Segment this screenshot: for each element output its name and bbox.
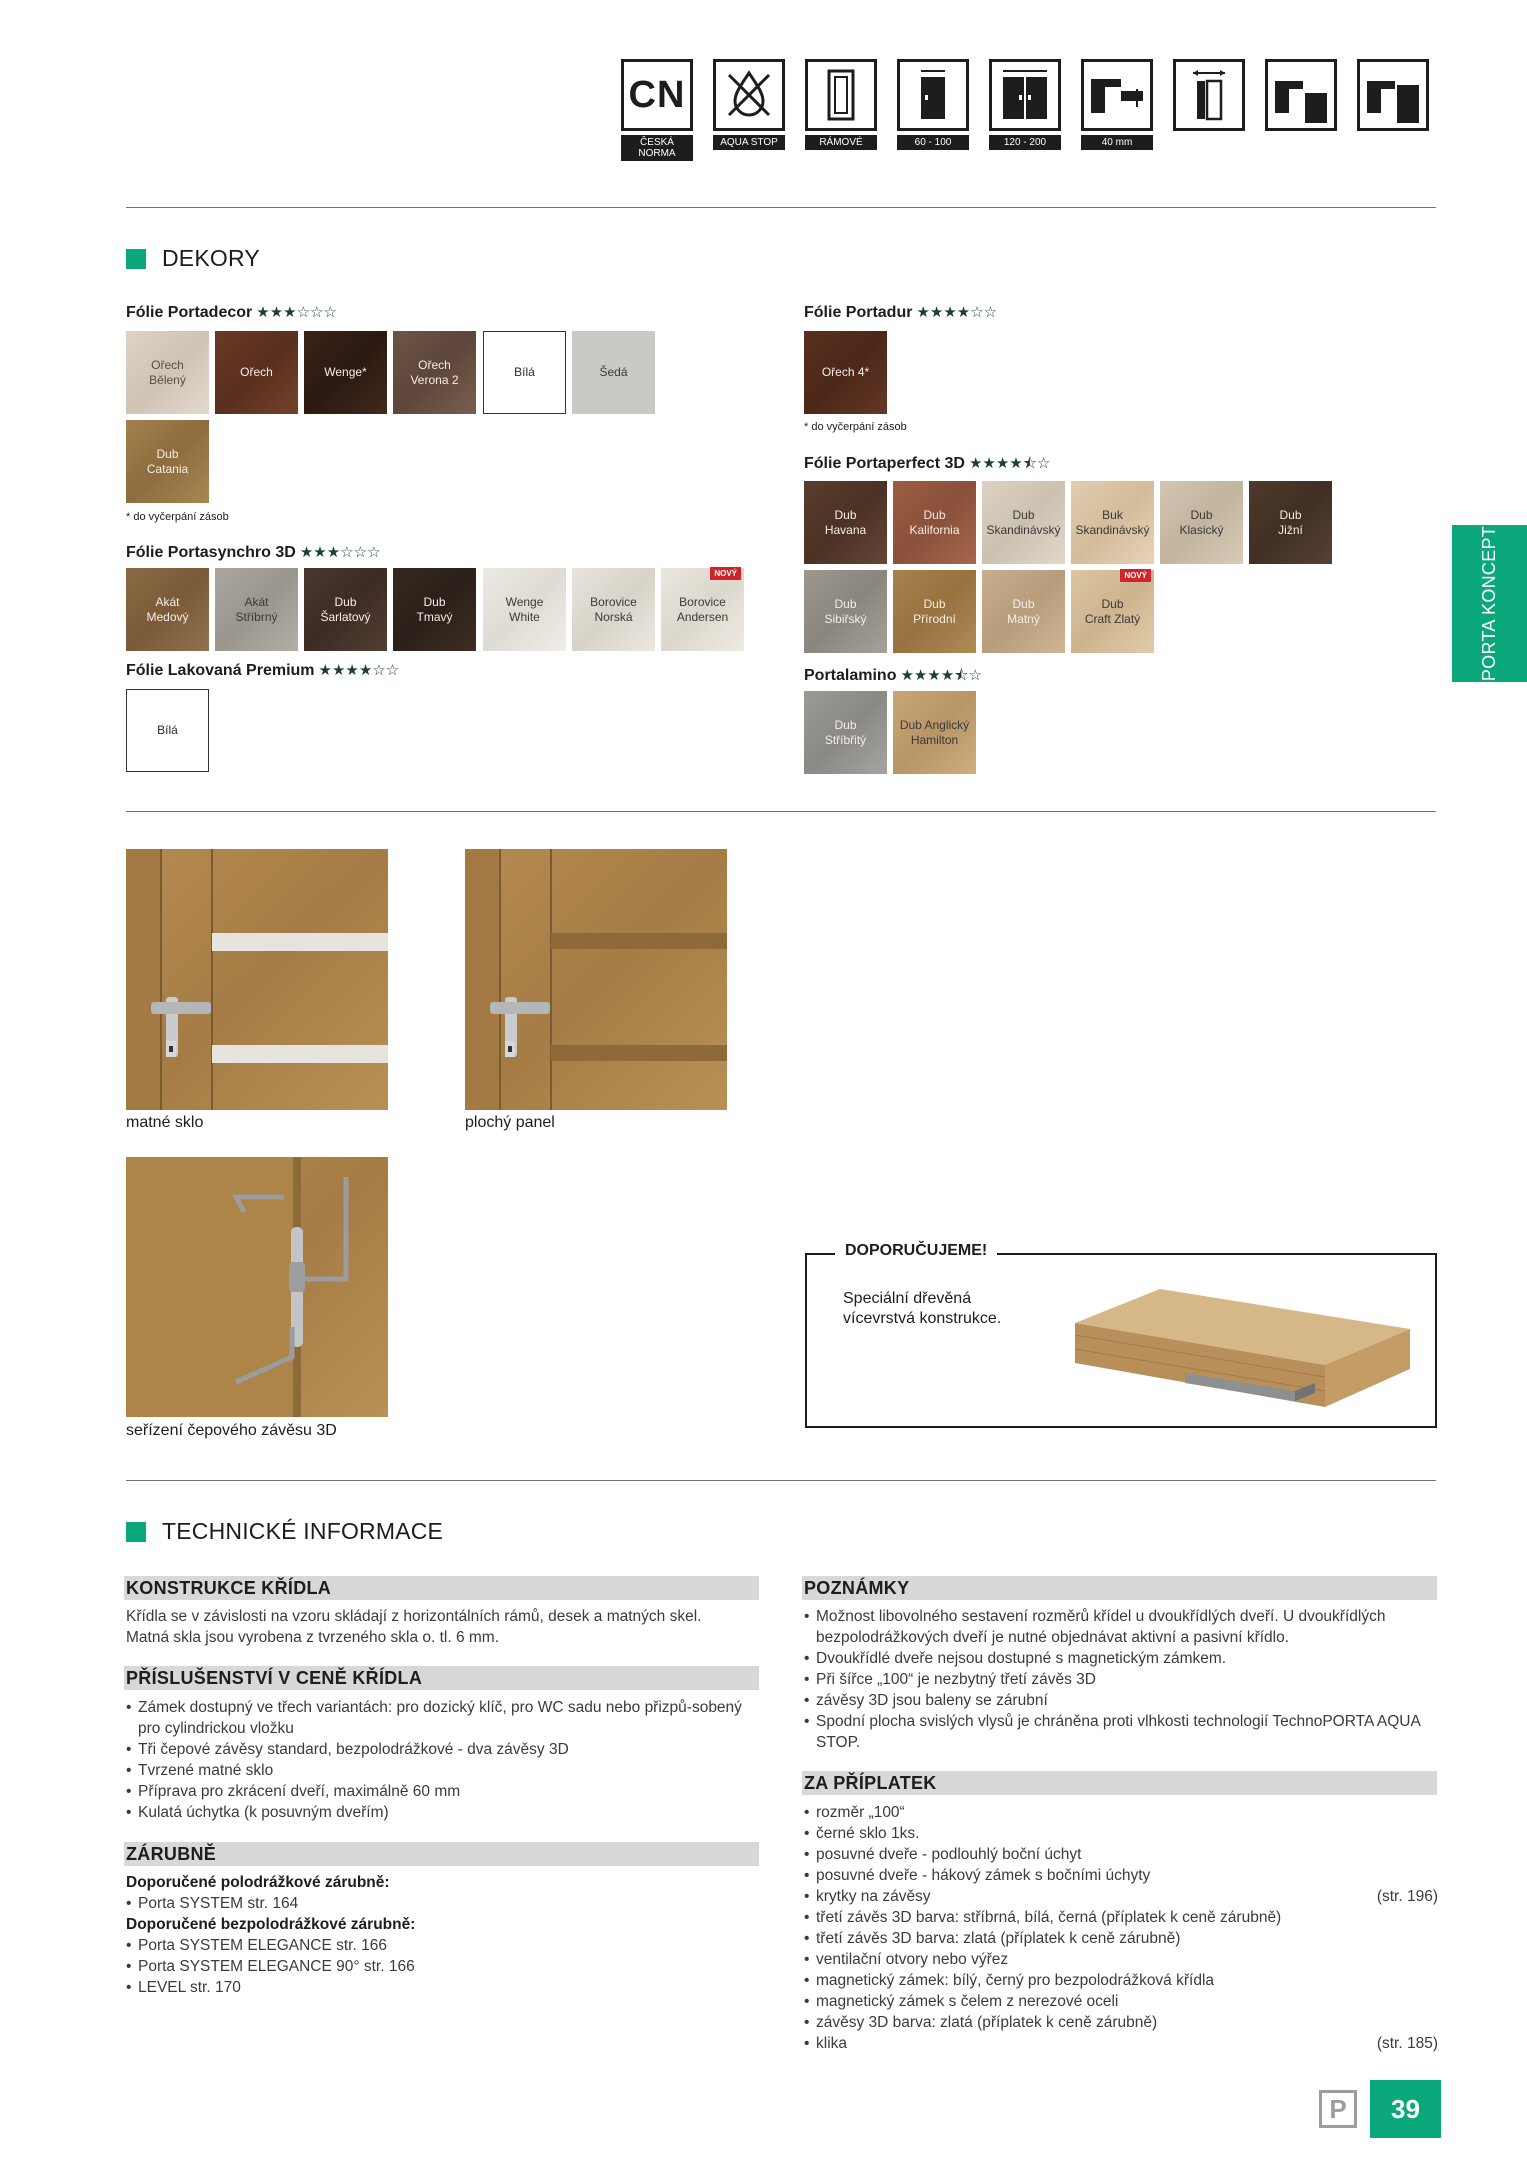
- swatch-buk-skandinavsky[interactable]: Buk Skandinávský: [1071, 481, 1154, 564]
- feature-label: 120 - 200: [989, 135, 1061, 150]
- zarubne-bezpolodrazkove-list: [126, 1935, 746, 1998]
- list-item: • magnetický zámek: bílý, černý pro bezpolodrážková křídla: [804, 1970, 1438, 1991]
- swatch-akat-medovy[interactable]: Akát Medový: [126, 568, 209, 651]
- new-badge: NOVÝ: [1120, 569, 1151, 582]
- new-badge: NOVÝ: [710, 567, 741, 580]
- swatch-dub-stribrity[interactable]: Dub Stříbřitý: [804, 691, 887, 774]
- list-item: • Příprava pro zkrácení dveří, maximálně 60 mm: [126, 1781, 746, 1802]
- section-tech-header: [126, 1518, 443, 1545]
- swatch-dub-tmavy[interactable]: Dub Tmavý: [393, 568, 476, 651]
- rating-stars: ★★★★☆☆: [318, 662, 400, 679]
- swatch-borovice-andersen[interactable]: Borovice Andersen NOVÝ: [661, 568, 744, 651]
- divider: [126, 1480, 1436, 1481]
- swatch-lakovana-bila[interactable]: Bílá: [126, 689, 209, 772]
- bar-priplatek: ZA PŘÍPLATEK: [802, 1771, 1437, 1795]
- bar-zarubne: ZÁRUBNĚ: [124, 1842, 759, 1866]
- section-title: TECHNICKÉ INFORMACE: [162, 1518, 444, 1544]
- caption-hinge: seřízení čepového závěsu 3D: [126, 1422, 337, 1439]
- porta-logo-icon: P: [1319, 2090, 1357, 2128]
- divider: [126, 207, 1436, 208]
- caption-ploche-panel: plochý panel: [465, 1114, 555, 1131]
- swatch-dub-prirodni[interactable]: Dub Přírodní: [893, 570, 976, 653]
- feature-frame: [805, 59, 877, 161]
- section-marker: [126, 249, 146, 269]
- group-portadur-title: Fólie Portadur ★★★★☆☆: [804, 304, 998, 321]
- bar-konstrukce: KONSTRUKCE KŘÍDLA: [124, 1576, 759, 1600]
- divider: [126, 811, 1436, 812]
- swatch-dub-skandinavsky[interactable]: Dub Skandinávský: [982, 481, 1065, 564]
- rating-stars: ★★★★⯪☆: [968, 455, 1051, 472]
- bar-prislusenstvi: PŘÍSLUŠENSTVÍ V CENĚ KŘÍDLA: [124, 1666, 759, 1690]
- feature-thickness: [1081, 59, 1153, 161]
- double-door-icon: [989, 59, 1061, 131]
- hinge-photo: [126, 1157, 388, 1417]
- list-item: • posuvné dveře - podlouhlý boční úchyt: [804, 1844, 1438, 1865]
- rebate-width-icon: [1173, 59, 1245, 131]
- swatch-dub-catania[interactable]: Dub Catania: [126, 420, 209, 503]
- feature-rebated: [1265, 59, 1337, 161]
- list-item: • Tři čepové závěsy standard, bezpolodrážkové - dva závěsy 3D: [126, 1739, 746, 1760]
- list-item: • rozměr „100“: [804, 1802, 1438, 1823]
- swatch-wenge-white[interactable]: Wenge White: [483, 568, 566, 651]
- feature-single-door: [897, 59, 969, 161]
- list-item: • LEVEL str. 170: [126, 1977, 746, 1998]
- section-marker: [126, 1522, 146, 1542]
- feature-rebate-width: [1173, 59, 1245, 161]
- rating-stars: ★★★☆☆☆: [256, 304, 337, 321]
- swatch-orech[interactable]: Ořech: [215, 331, 298, 414]
- list-item: • Spodní plocha svislých vlysů je chráněna proti vlhkosti technologií TechnoPORTA AQUA STOP.: [804, 1711, 1434, 1753]
- page-ref: (str. 196): [1376, 1888, 1438, 1905]
- feature-label: ČESKÁ NORMA: [621, 135, 693, 161]
- single-door-icon: [897, 59, 969, 131]
- swatch-dub-anglicky-hamilton[interactable]: Dub Anglický Hamilton: [893, 691, 976, 774]
- feature-label: AQUA STOP: [713, 135, 785, 150]
- list-item: • Porta SYSTEM ELEGANCE str. 166: [126, 1935, 746, 1956]
- list-item: • ventilační otvory nebo výřez: [804, 1949, 1438, 1970]
- zarubne-bezpolodrazkove-title: Doporučené bezpolodrážkové zárubně:: [126, 1916, 416, 1933]
- rating-stars: ★★★★⯪☆: [900, 667, 982, 684]
- feature-cn: [621, 59, 693, 161]
- list-item: • závěsy 3D barva: zlatá (příplatek k ceně zárubně): [804, 2012, 1438, 2033]
- swatch-dub-havana[interactable]: Dub Havana: [804, 481, 887, 564]
- swatch-dub-matny[interactable]: Dub Matný: [982, 570, 1065, 653]
- list-item: • Porta SYSTEM ELEGANCE 90° str. 166: [126, 1956, 746, 1977]
- poznamky-list: [804, 1606, 1434, 1753]
- priplatek-list: [804, 1802, 1438, 2054]
- list-item: • Dvoukřídlé dveře nejsou dostupné s magnetickým zámkem.: [804, 1648, 1434, 1669]
- group-portadecor-title: Fólie Portadecor ★★★☆☆☆: [126, 304, 337, 321]
- section-dekory-header: [126, 245, 260, 272]
- list-item: • krytky na závěsy (str. 196): [804, 1886, 1438, 1907]
- door-photo-ploche-panel: [465, 849, 727, 1110]
- stock-note: * do vyčerpání zásob: [804, 421, 907, 433]
- list-item: • klika (str. 185): [804, 2033, 1438, 2054]
- zarubne-block: [126, 1872, 746, 1998]
- swatch-akat-stribrny[interactable]: Akát Stříbrný: [215, 568, 298, 651]
- konstrukce-text: Křídla se v závislosti na vzoru skládají z horizontálních rámů, desek a matných skel. Matná skla jsou vyrobena z tvrzeného skla o. tl. 6 mm.: [126, 1608, 702, 1646]
- list-item: • Porta SYSTEM str. 164: [126, 1893, 746, 1914]
- rebated-door-icon: [1265, 59, 1337, 131]
- list-item: • Zámek dostupný ve třech variantách: pro dozický klíč, pro WC sadu nebo přizpů-sobený pro cylindrickou vložku: [126, 1697, 746, 1739]
- page-ref: (str. 185): [1376, 2035, 1438, 2052]
- thickness-icon: [1081, 59, 1153, 131]
- swatch-orech-4[interactable]: Ořech 4*: [804, 331, 887, 414]
- feature-label: RÁMOVÉ: [805, 135, 877, 150]
- list-item: • Kulatá úchytka (k posuvným dveřím): [126, 1802, 746, 1823]
- swatch-bila[interactable]: Bílá: [483, 331, 566, 414]
- caption-matne-sklo: matné sklo: [126, 1114, 204, 1131]
- feature-aqua-stop: [713, 59, 785, 161]
- rating-stars: ★★★★☆☆: [916, 304, 998, 321]
- swatch-dub-jizni[interactable]: Dub Jižní: [1249, 481, 1332, 564]
- list-item: • Při šířce „100“ je nezbytný třetí závěs 3D: [804, 1669, 1434, 1690]
- list-item: • magnetický zámek s čelem z nerezové oceli: [804, 1991, 1438, 2012]
- swatch-dub-craft-zlaty[interactable]: Dub Craft Zlatý NOVÝ: [1071, 570, 1154, 653]
- list-item: • závěsy 3D jsou baleny se zárubní: [804, 1690, 1434, 1711]
- swatch-wenge[interactable]: Wenge*: [304, 331, 387, 414]
- list-item: • třetí závěs 3D barva: zlatá (příplatek k ceně zárubně): [804, 1928, 1438, 1949]
- prislusenstvi-list: [126, 1697, 746, 1823]
- swatch-dub-sibirsky[interactable]: Dub Sibiřský: [804, 570, 887, 653]
- cn-icon: CN: [621, 59, 693, 131]
- rating-stars: ★★★☆☆☆: [299, 544, 381, 561]
- group-portasynchro-title: Fólie Portasynchro 3D ★★★☆☆☆: [126, 544, 381, 561]
- group-portaperfect-title: Fólie Portaperfect 3D ★★★★⯪☆: [804, 455, 1051, 472]
- group-lakovana-title: Fólie Lakovaná Premium ★★★★☆☆: [126, 662, 400, 679]
- swatch-dub-klasicky[interactable]: Dub Klasický: [1160, 481, 1243, 564]
- page-number: 39: [1370, 2080, 1441, 2138]
- swatch-dub-kalifornia[interactable]: Dub Kalifornia: [893, 481, 976, 564]
- feature-icon-row: [621, 59, 1429, 161]
- swatch-borovice-norska[interactable]: Borovice Norská: [572, 568, 655, 651]
- list-item: • třetí závěs 3D barva: stříbrná, bílá, černá (příplatek k ceně zárubně): [804, 1907, 1438, 1928]
- stock-note: * do vyčerpání zásob: [126, 511, 229, 523]
- swatch-seda[interactable]: Šedá: [572, 331, 655, 414]
- list-item: • posuvné dveře - hákový zámek s bočními úchyty: [804, 1865, 1438, 1886]
- flush-door-icon: [1357, 59, 1429, 131]
- door-photo-matne-sklo: [126, 849, 388, 1110]
- recommend-text: Speciální dřevěná vícevrstvá konstrukce.: [843, 1290, 1002, 1327]
- side-tab-porta-koncept[interactable]: PORTA KONCEPT: [1452, 525, 1527, 682]
- list-item: • Možnost libovolného sestavení rozměrů křídel u dvoukřídlých dveří. U dvoukřídlých bezpolodrážkových dveří je nutné objednávat aktivní a pasivní křídlo.: [804, 1606, 1434, 1648]
- swatch-orech-beleny[interactable]: Ořech Bělený: [126, 331, 209, 414]
- swatch-dub-sarlatovy[interactable]: Dub Šarlatový: [304, 568, 387, 651]
- feature-flush: [1357, 59, 1429, 161]
- aqua-stop-icon: [713, 59, 785, 131]
- frame-door-icon: [805, 59, 877, 131]
- bar-poznamky: POZNÁMKY: [802, 1576, 1437, 1600]
- swatch-orech-verona[interactable]: Ořech Verona 2: [393, 331, 476, 414]
- section-title: DEKORY: [162, 245, 260, 271]
- list-item: • černé sklo 1ks.: [804, 1823, 1438, 1844]
- list-item: • Tvrzené matné sklo: [126, 1760, 746, 1781]
- group-portalamino-title: Portalamino ★★★★⯪☆: [804, 667, 982, 684]
- zarubne-polodrazkove-list: [126, 1893, 746, 1914]
- recommend-title: DOPORUČUJEME!: [835, 1242, 997, 1260]
- zarubne-polodrazkove-title: Doporučené polodrážkové zárubně:: [126, 1874, 390, 1891]
- feature-label: 60 - 100: [897, 135, 969, 150]
- multilayer-construction-image: [1065, 1283, 1415, 1413]
- feature-label: 40 mm: [1081, 135, 1153, 150]
- feature-double-door: [989, 59, 1061, 161]
